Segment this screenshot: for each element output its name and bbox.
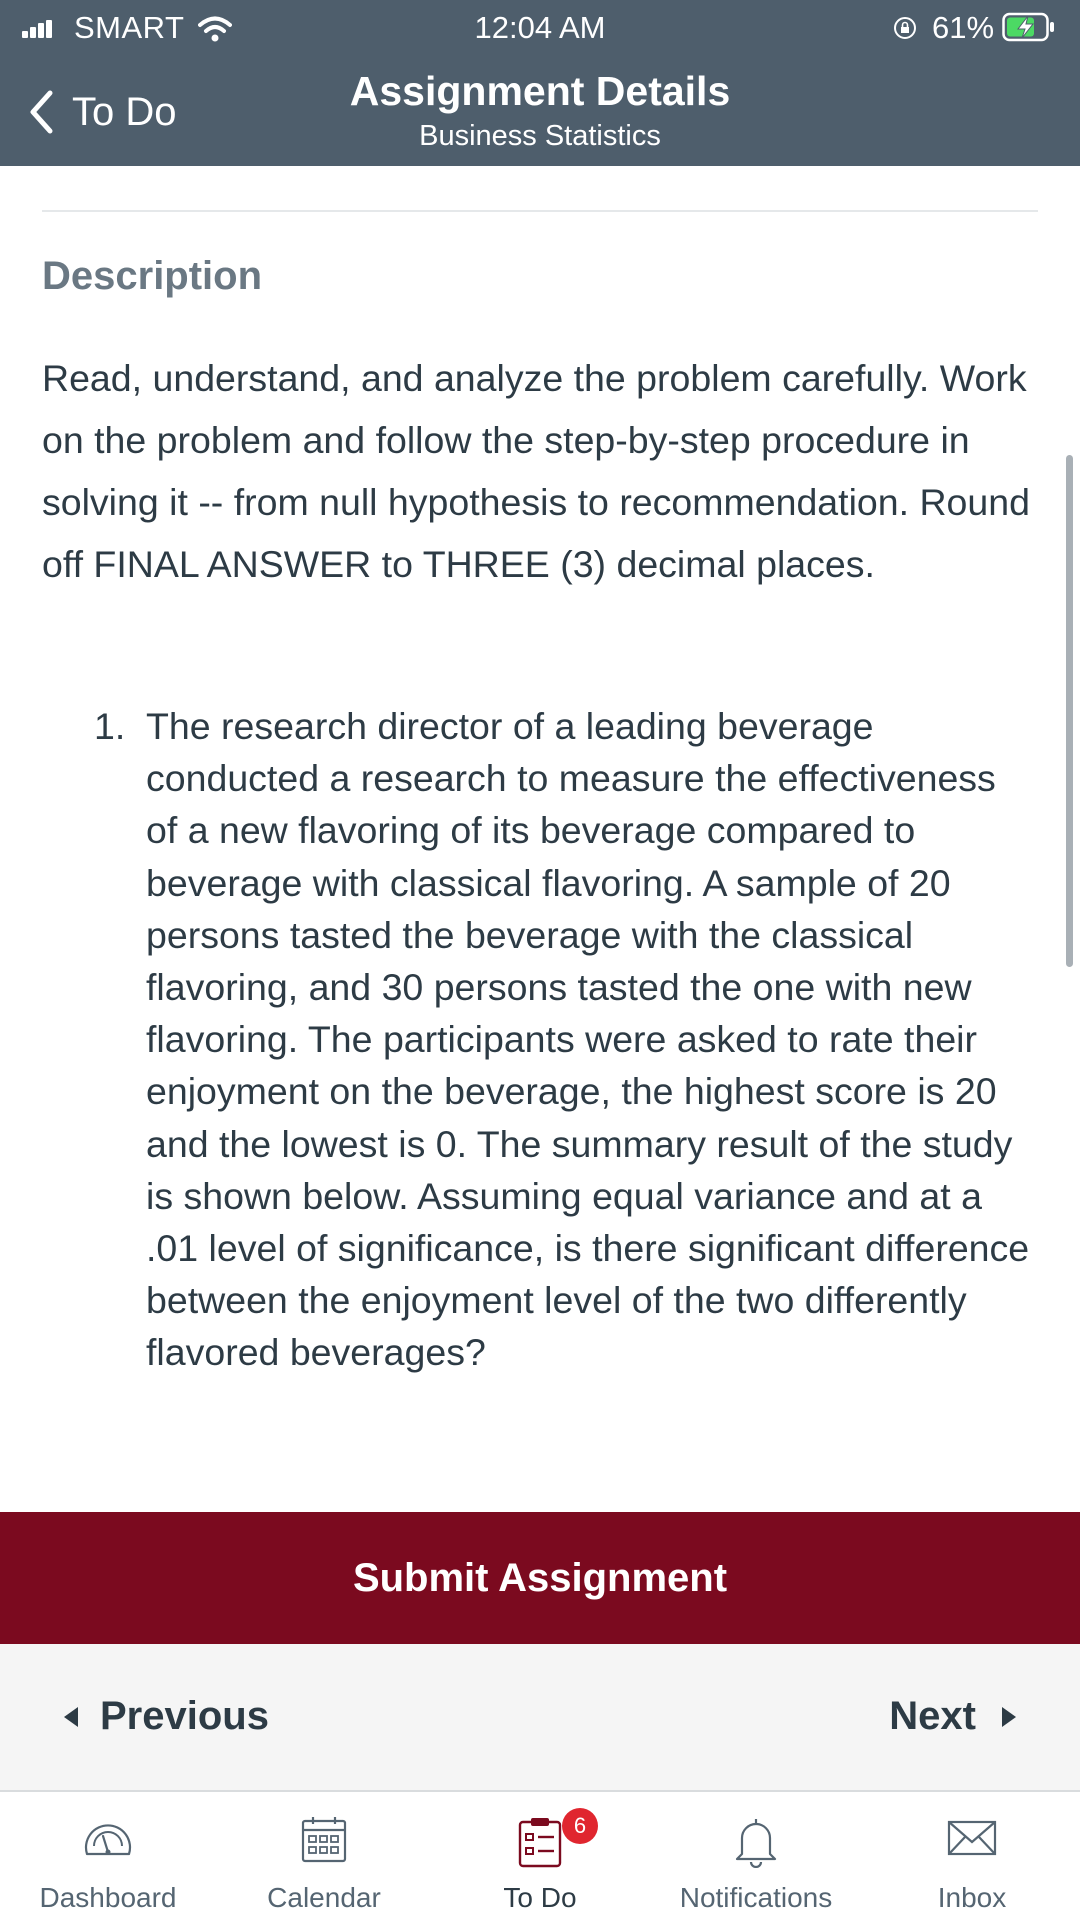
tab-notifications[interactable] [648, 1792, 864, 1922]
description-heading: Description [42, 254, 263, 298]
bell-icon [730, 1814, 782, 1868]
todo-icon [514, 1814, 566, 1870]
problem-list-item [94, 700, 1034, 1379]
battery-percent: 61% [932, 10, 995, 45]
nav-header [0, 56, 1080, 166]
status-bar [0, 0, 1080, 56]
tab-label: Inbox [937, 1882, 1007, 1913]
tab-label: To Do [503, 1882, 577, 1913]
problem-text: The research director of a leading beverage conducted a research to measure the effectiveness of a new flavoring of its beverage compared to beverage with classical flavoring. A sample of 20 persons tasted the beverage with the classical flavoring, and 30 persons tasted the one with new flavoring. The participants were asked to rate their enjoyment on the beverage, the highest score is 20 and the lowest is 0. The summary result of the study is shown below. Assuming equal variance and at a .01 level of significance, is there significant difference between the enjoyment level of the two differently flavored beverages? [146, 705, 1030, 1374]
tab-label: Notifications [679, 1882, 833, 1913]
next-label: Next [889, 1694, 976, 1738]
battery-charging-icon [1002, 12, 1056, 42]
caret-right-icon [1002, 1707, 1016, 1727]
assignment-pager [0, 1644, 1080, 1790]
todo-badge: 6 [562, 1808, 598, 1844]
tab-to-do[interactable] [432, 1792, 648, 1922]
submit-assignment-button[interactable] [0, 1512, 1080, 1644]
dashboard-icon [79, 1814, 137, 1862]
submit-label: Submit Assignment [352, 1555, 728, 1600]
envelope-icon [944, 1814, 1000, 1862]
carrier-name: SMART [74, 10, 185, 45]
tab-bar [0, 1790, 1080, 1922]
divider [42, 210, 1038, 212]
back-label: To Do [72, 89, 177, 134]
calendar-icon [298, 1814, 350, 1866]
previous-button[interactable] [64, 1694, 269, 1739]
rotation-lock-icon [893, 16, 917, 40]
tab-inbox[interactable] [864, 1792, 1080, 1922]
page-title: Assignment Details [349, 68, 731, 114]
clock: 12:04 AM [474, 10, 606, 45]
problem-number: 1. [94, 705, 126, 747]
app-header [0, 0, 1080, 166]
tab-label: Dashboard [39, 1882, 177, 1913]
caret-left-icon [64, 1707, 78, 1727]
scrollbar[interactable] [1066, 455, 1073, 967]
tab-label: Calendar [267, 1882, 381, 1913]
previous-label: Previous [100, 1694, 269, 1738]
description-intro: Read, understand, and analyze the problem carefully. Work on the problem and follow the step-by-step procedure in solving it -- from null hypothesis to recommendation. Round off FINAL ANSWER to THREE (3) decimal places. [42, 357, 1030, 585]
tab-dashboard[interactable] [0, 1792, 216, 1922]
course-name: Business Statistics [419, 120, 661, 152]
tab-calendar[interactable] [216, 1792, 432, 1922]
next-button[interactable] [889, 1694, 1016, 1739]
